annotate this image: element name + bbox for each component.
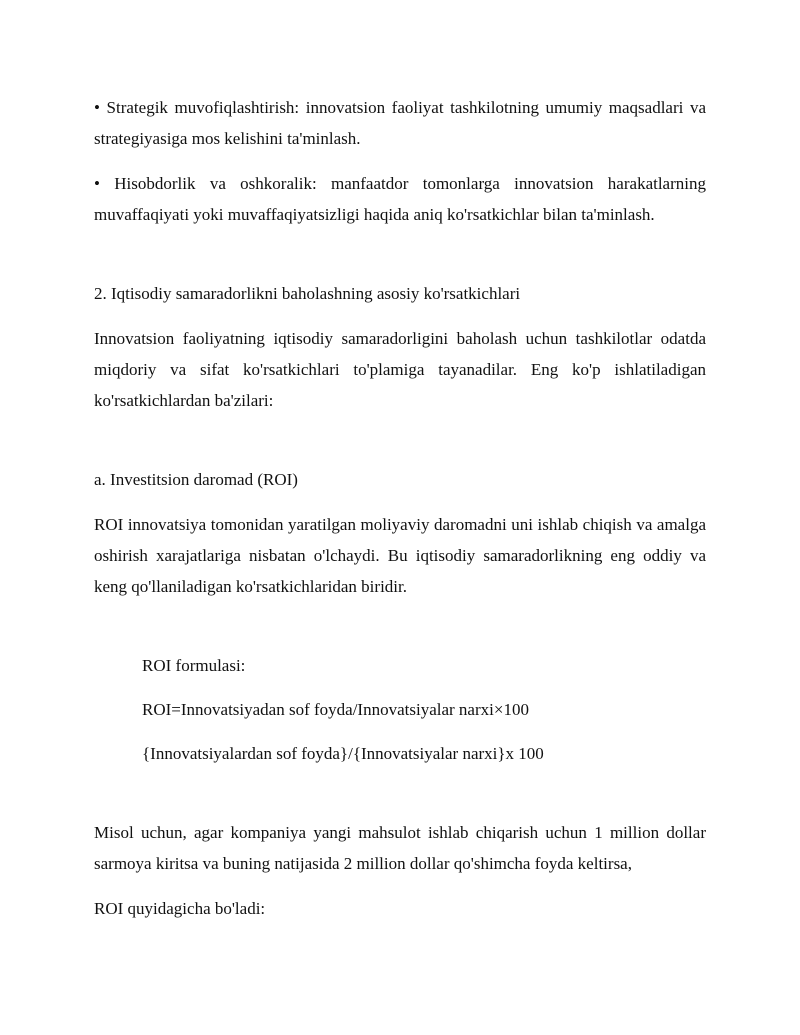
section-intro-paragraph: Innovatsion faoliyatning iqtisodiy samaradorligini baholash uchun tashkilotlar odatda miqdoriy va sifat ko'rsatkichlari to'plamiga tayanadilar. Eng ko'p ishlatiladigan ko'rsatkichlardan ba'zilari: xyxy=(94,329,706,410)
roi-formula-latex-line: {Innovatsiyalardan sof foyda}/{Innovatsiyalar narxi}x 100 xyxy=(142,744,544,763)
bullet-strategic-alignment: • Strategik muvofiqlashtirish: innovatsion faoliyat tashkilotning umumiy maqsadlari va strategiyasiga mos kelishini ta'minlash. xyxy=(94,98,706,148)
roi-formula-line: ROI=Innovatsiyadan sof foyda/Innovatsiyalar narxi×100 xyxy=(142,700,529,719)
roi-formula-label: ROI formulasi: xyxy=(142,656,246,675)
roi-description-paragraph: ROI innovatsiya tomonidan yaratilgan moliyaviy daromadni uni ishlab chiqish va amalga oshirish xarajatlariga nisbatan o'lchaydi. Bu iqtisodiy samaradorlikning eng oddiy va keng qo'llaniladigan ko'rsatkichlaridan biridir. xyxy=(94,515,706,596)
section-heading: 2. Iqtisodiy samaradorlikni baholashning asosiy ko'rsatkichlari xyxy=(94,284,521,303)
bullet-accountability: • Hisobdorlik va oshkoralik: manfaatdor tomonlarga innovatsion harakatlarning muvaffaqiyati yoki muvaffaqiyatsizligi haqida aniq ko'rsatkichlar bilan ta'minlash. xyxy=(94,174,706,224)
example-conclusion: ROI quyidagicha bo'ladi: xyxy=(94,899,266,918)
subsection-heading-roi: a. Investitsion daromad (ROI) xyxy=(94,470,298,489)
example-paragraph: Misol uchun, agar kompaniya yangi mahsulot ishlab chiqarish uchun 1 million dollar sarmoya kiritsa va buning natijasida 2 million dollar qo'shimcha foyda keltirsa, xyxy=(94,823,706,873)
document-body xyxy=(94,92,706,924)
